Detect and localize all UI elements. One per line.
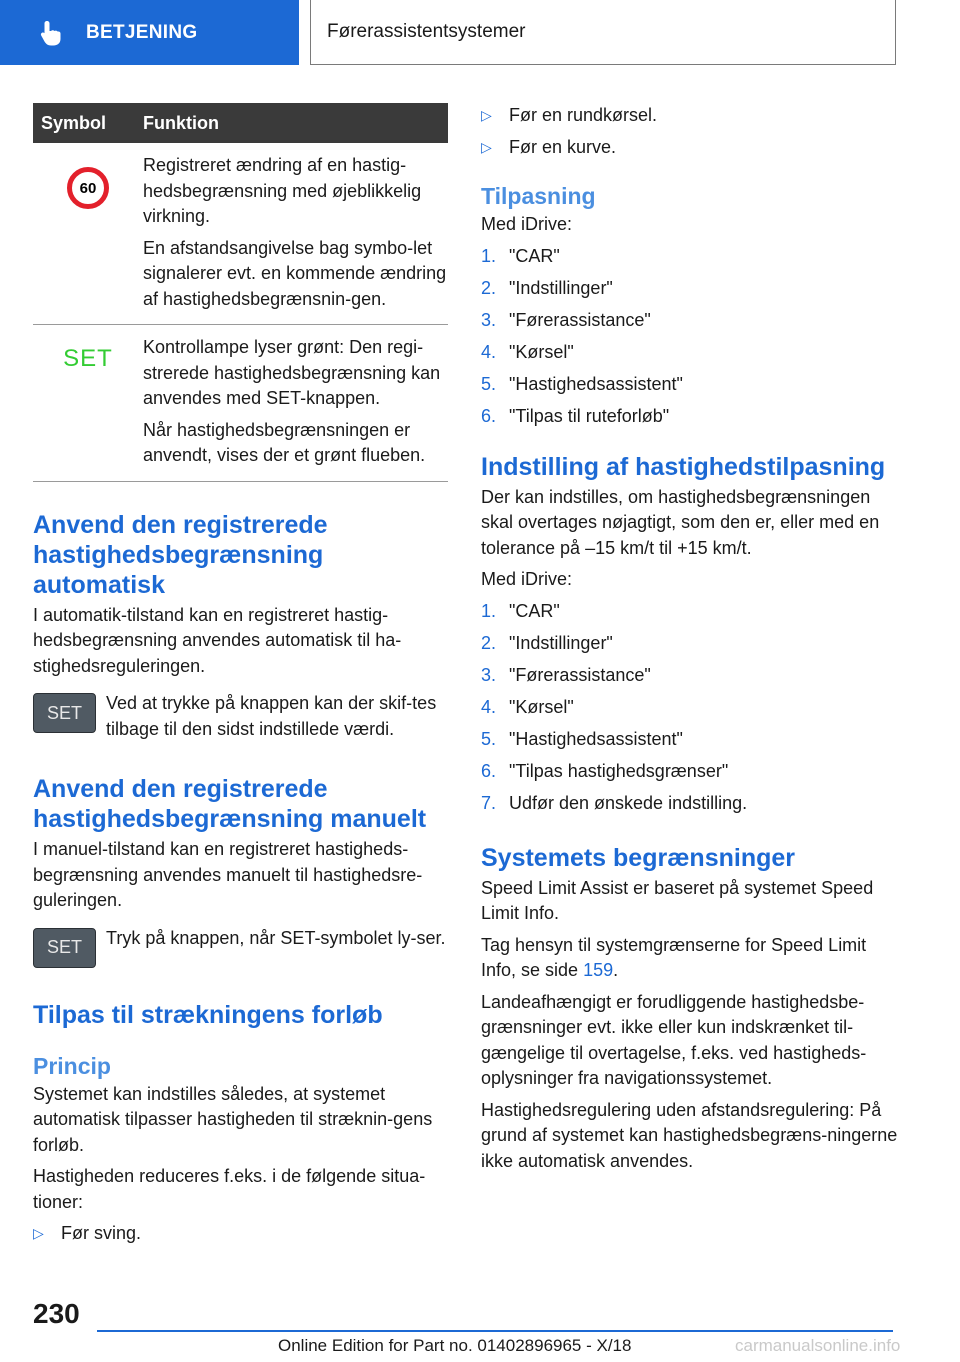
- heading-princip: Princip: [33, 1052, 111, 1079]
- speed-limit-sign-icon: [67, 167, 109, 209]
- list-item: 5. "Hastighedsassistent": [481, 374, 683, 394]
- set-button-row: [33, 926, 448, 968]
- idrive-label: Med iDrive:: [481, 214, 573, 234]
- paragraph-begr: Tag hensyn til systemgrænserne for Speed Limit Info, se side 159.: [481, 934, 867, 980]
- list-item: 6. "Tilpas til ruteforløb": [481, 406, 670, 426]
- paragraph-indstilling: Der kan indstilles, om hastighedsbegrænsningen skal overtages nøjagtigt, som den er, eller med en tolerance på –15 km/t til +15 km/t.: [481, 486, 880, 558]
- paragraph-manual: I manuel-tilstand kan en registreret hastigheds-begrænsning anvendes manuelt til hastighedsre-guleringen.: [33, 839, 423, 910]
- set-button-row: [33, 691, 448, 742]
- list-item: 3. "Førerassistance": [481, 310, 651, 330]
- section-tab-label: BETJENING: [86, 21, 198, 43]
- footer-divider: [97, 1330, 893, 1332]
- list-item: 1. "CAR": [481, 601, 560, 621]
- heading-begraensninger: Systemets begrænsninger: [481, 843, 795, 872]
- list-item: 6. "Tilpas hastighedsgrænser": [481, 761, 729, 781]
- speed-limit-value: 60: [79, 179, 97, 197]
- paragraph-princip: Systemet kan indstilles således, at systemet automatisk tilpasser hastigheden til stræknin-gens forløb.: [33, 1083, 433, 1155]
- set-button-text: Ved at trykke på knappen kan der skif-tes tilbage til den sidst indstillede værdi.: [106, 693, 437, 739]
- set-button-icon: SET: [33, 928, 96, 968]
- chapter-header: [310, 0, 896, 65]
- situation-list: [33, 1221, 448, 1247]
- list-item: ▷ Før en kurve.: [481, 135, 901, 161]
- set-button-icon: SET: [33, 693, 96, 733]
- paragraph-begr: Hastighedsregulering uden afstandsregulering: På grund af systemet kan hastighedsbegræns-ningerne ikke automatisk anvendes.: [481, 1099, 898, 1171]
- idrive-label: Med iDrive:: [481, 569, 573, 589]
- chapter-title: Førerassistentsystemer: [327, 21, 526, 42]
- paragraph-reduce: Hastigheden reduceres f.eks. i de følgende situa-tioner:: [33, 1166, 426, 1212]
- page-number: 230: [33, 1298, 80, 1329]
- set-indicator-icon: SET: [63, 345, 113, 372]
- list-item: 5. "Hastighedsassistent": [481, 729, 683, 749]
- triangle-right-icon: ▷: [33, 1225, 44, 1241]
- table-cell-text: En afstandsangivelse bag symbo-let signalerer evt. en kommende ændring af hastighedsbegrænsnin-gen.: [143, 237, 447, 309]
- heading-indstilling: Indstilling af hastighedstilpasning: [481, 452, 886, 481]
- heading-auto: Anvend den registrerede hastighedsbegrænsning automatisk: [33, 510, 328, 599]
- section-tab[interactable]: [0, 0, 299, 65]
- triangle-right-icon: ▷: [481, 138, 492, 155]
- heading-manual: Anvend den registrerede hastighedsbegrænsning manuelt: [33, 775, 427, 833]
- edition-text: Online Edition for Part no. 01402896965 - X/18: [278, 1336, 632, 1355]
- table-cell-text: Når hastighedsbegrænsningen er anvendt, vises der et grønt flueben.: [143, 419, 426, 465]
- menu-path-list: [481, 599, 901, 817]
- paragraph-begr: Speed Limit Assist er baseret på systemet Speed Limit Info.: [481, 877, 874, 923]
- menu-path-list: [481, 244, 901, 430]
- triangle-right-icon: ▷: [481, 107, 492, 123]
- pointing-hand-icon: [38, 19, 66, 47]
- right-column: [481, 103, 901, 1174]
- table-cell-text: Kontrollampe lyser grønt: Den regi-strerede hastighedsbegrænsning kan anvendes med SET-knappen.: [143, 337, 441, 408]
- list-item: 4. "Kørsel": [481, 697, 574, 717]
- table-cell-text: Registreret ændring af en hastig-hedsbegrænsning med øjeblikkelig virkning.: [143, 155, 422, 226]
- watermark: carmanualsonline.info: [735, 1336, 901, 1355]
- list-item: ▷ Før sving.: [33, 1221, 448, 1247]
- left-column: [33, 103, 448, 1247]
- list-item: 2. "Indstillinger": [481, 633, 613, 653]
- list-item: 4. "Kørsel": [481, 342, 574, 362]
- list-item: 7. Udfør den ønskede indstilling.: [481, 793, 748, 813]
- symbol-table: [33, 103, 448, 482]
- list-item: 1. "CAR": [481, 246, 560, 266]
- table-header-symbol: Symbol: [41, 112, 107, 133]
- paragraph-auto: I automatik-tilstand kan en registreret hastig-hedsbegrænsning anvendes automatisk til ha-stighedsreguleringen.: [33, 604, 402, 676]
- table-row: [33, 325, 448, 482]
- list-item: ▷ Før en rundkørsel.: [481, 103, 901, 129]
- table-row: [33, 143, 448, 325]
- table-header: [33, 103, 448, 143]
- heading-tilpasning: Tilpasning: [481, 183, 596, 209]
- set-button-text: Tryk på knappen, når SET-symbolet ly-ser.: [106, 927, 446, 948]
- paragraph-begr: Landeafhængigt er forudliggende hastighedsbe-grænsninger evt. ikke eller kun indskrænket til-gængelige til overtagelse, f.eks. ved hastigheds-oplysninger fra navigationssystemet.: [481, 991, 867, 1088]
- list-item: 3. "Førerassistance": [481, 665, 651, 685]
- situation-list-continued: [481, 103, 901, 160]
- table-header-function: Funktion: [143, 112, 219, 133]
- list-item: 2. "Indstillinger": [481, 278, 613, 298]
- heading-tilpas: Tilpas til strækningens forløb: [33, 1000, 383, 1029]
- page-reference-link[interactable]: 159: [583, 960, 614, 980]
